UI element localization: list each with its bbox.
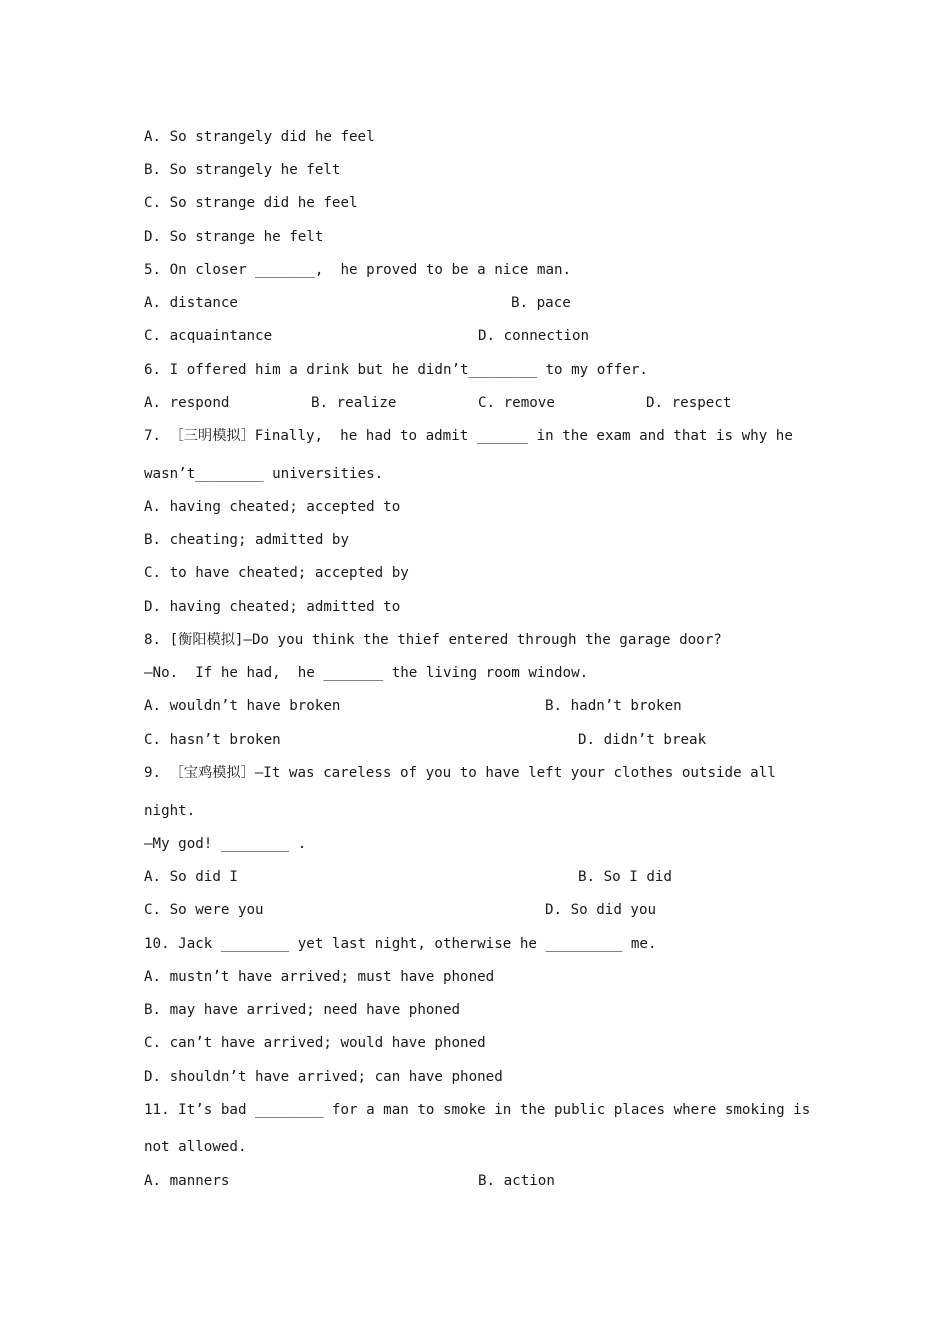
q9-stem-line2: night.	[144, 803, 196, 819]
q4-option-a: A. So strangely did he feel	[144, 129, 375, 145]
q9-option-d: D. So did you	[545, 902, 657, 918]
q8-option-a: A. wouldn’t have broken	[144, 698, 341, 714]
q7-option-b: B. cheating; admitted by	[144, 532, 349, 548]
q7-option-a: A. having cheated; accepted to	[144, 499, 401, 515]
q11-option-a: A. manners	[144, 1173, 230, 1189]
q11-option-b: B. action	[478, 1173, 555, 1189]
q6-stem: 6. I offered him a drink but he didn’t________ to my offer.	[144, 362, 648, 378]
q4-option-b: B. So strangely he felt	[144, 162, 341, 178]
q10-option-b: B. may have arrived; need have phoned	[144, 1002, 461, 1018]
q6-option-d: D. respect	[646, 395, 732, 411]
q10-stem: 10. Jack ________ yet last night, otherwise he _________ me.	[144, 936, 657, 952]
q7-option-c: C. to have cheated; accepted by	[144, 565, 409, 581]
q5-option-d: D. connection	[478, 328, 590, 344]
q8-option-c: C. hasn’t broken	[144, 732, 281, 748]
q9-option-b: B. So I did	[578, 869, 672, 885]
q9-option-c: C. So were you	[144, 902, 264, 918]
q5-stem: 5. On closer _______, he proved to be a nice man.	[144, 262, 572, 278]
q9-stem-line3: —My god! ________ .	[144, 836, 307, 852]
q5-option-a: A. distance	[144, 295, 238, 311]
q6-option-b: B. realize	[311, 395, 397, 411]
q7-option-d: D. having cheated; admitted to	[144, 599, 401, 615]
q5-option-c: C. acquaintance	[144, 328, 273, 344]
q7-stem-line2: wasn’t________ universities.	[144, 466, 384, 482]
q8-stem-line1: 8. [衡阳模拟]—Do you think the thief entered through the garage door?	[144, 632, 722, 648]
q6-option-a: A. respond	[144, 395, 230, 411]
q5-option-b: B. pace	[511, 295, 571, 311]
q4-option-c: C. So strange did he feel	[144, 195, 358, 211]
q11-stem-line2: not allowed.	[144, 1139, 247, 1155]
q9-option-a: A. So did I	[144, 869, 238, 885]
q11-stem-line1: 11. It’s bad ________ for a man to smoke in the public places where smoking is	[144, 1102, 811, 1118]
q8-option-d: D. didn’t break	[578, 732, 707, 748]
q10-option-c: C. can’t have arrived; would have phoned	[144, 1035, 486, 1051]
q6-option-c: C. remove	[478, 395, 555, 411]
q10-option-a: A. mustn’t have arrived; must have phoned	[144, 969, 495, 985]
q7-stem-line1: 7. ［三明模拟］Finally, he had to admit ______ in the exam and that is why he	[144, 428, 793, 444]
q8-option-b: B. hadn’t broken	[545, 698, 682, 714]
q10-option-d: D. shouldn’t have arrived; can have phoned	[144, 1069, 503, 1085]
q4-option-d: D. So strange he felt	[144, 229, 324, 245]
q9-stem-line1: 9. ［宝鸡模拟］—It was careless of you to have left your clothes outside all	[144, 765, 776, 781]
q8-stem-line2: —No. If he had, he _______ the living room window.	[144, 665, 589, 681]
